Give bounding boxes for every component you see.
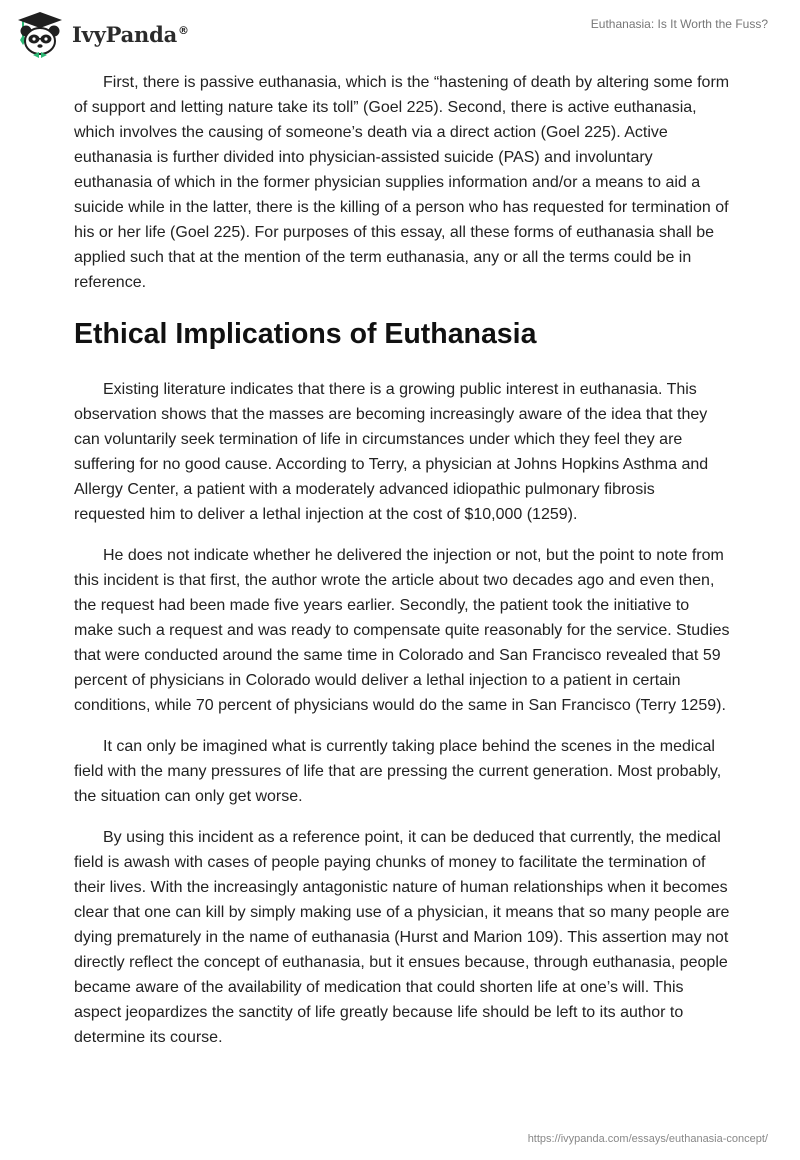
body-paragraph-1: Existing literature indicates that there is a growing public interest in euthanasia. This observation shows that the masses are becoming increasingly aware of the idea that they can voluntarily seek termination of life in circumstances under which they feel they are suffering for no good cause. According to Terry, a physician at Johns Hopkins Asthma and Allergy Center, a patient with a moderately advanced idiopathic pulmonary fibrosis requested him to deliver a lethal injection at the cost of $10,000 (1259). (74, 381, 709, 523)
intro-paragraph: First, there is passive euthanasia, which is the “hastening of death by altering some form of support and letting nature take its toll” (Goel 225). Second, there is active euthanasia, which involves the causing of someone’s death via a direct action (Goel 225). Active euthanasia is further divided into physician-assisted suicide (PAS) and involuntary euthanasia of which in the former physician supplies information and/or a means to aid a suicide while in the latter, there is the killing of a person who has requested for termination of his or her life (Goel 225). For purposes of this essay, all these forms of euthanasia shall be applied such that at the mention of the term euthanasia, any or all the terms could be in reference. (74, 74, 730, 291)
body-paragraph-4: By using this incident as a reference point, it can be deduced that currently, the medical field is awash with cases of people paying chunks of money to facilitate the termination of their lives. With the increasingly antagonistic nature of human relationships when it becomes clear that one can kill by simply making use of a physician, it means that so many people are dying prematurely in the name of euthanasia (Hurst and Marion 109). This assertion may not directly reflect the concept of euthanasia, but it ensues because, through euthanasia, people became aware of the availability of medication that could shorten life at one’s will. This aspect jeopardizes the sanctity of life greatly because life should be left to its author to determine its course. (74, 829, 730, 1046)
section-heading: Ethical Implications of Euthanasia (74, 318, 537, 350)
page-header (0, 0, 800, 70)
panda-graduate-icon (14, 10, 66, 58)
source-url[interactable]: https://ivypanda.com/essays/euthanasia-concept/ (527, 1133, 768, 1145)
document-title: Euthanasia: Is It Worth the Fuss? (590, 17, 768, 31)
brand-registered-mark: ® (178, 23, 189, 37)
brand-name-text: IvyPanda (72, 21, 178, 47)
essay-body (74, 70, 730, 1066)
brand-logo[interactable] (14, 10, 189, 58)
body-paragraph-2: He does not indicate whether he delivered the injection or not, but the point to note from this incident is that first, the author wrote the article about two decades ago and even then, the request had been made five years earlier. Secondly, the patient took the initiative to make such a request and was ready to compensate quite reasonably for the service. Studies that were conducted around the same time in Colorado and San Francisco revealed that 59 percent of physicians in Colorado would deliver a lethal injection to a patient in certain conditions, while 70 percent of physicians would do the same in San Francisco (Terry 1259). (74, 547, 730, 714)
brand-name (72, 22, 189, 47)
body-paragraph-3: It can only be imagined what is currently taking place behind the scenes in the medical field with the many pressures of life that are pressing the current generation. Most probably, the situation can only get worse. (74, 738, 722, 805)
